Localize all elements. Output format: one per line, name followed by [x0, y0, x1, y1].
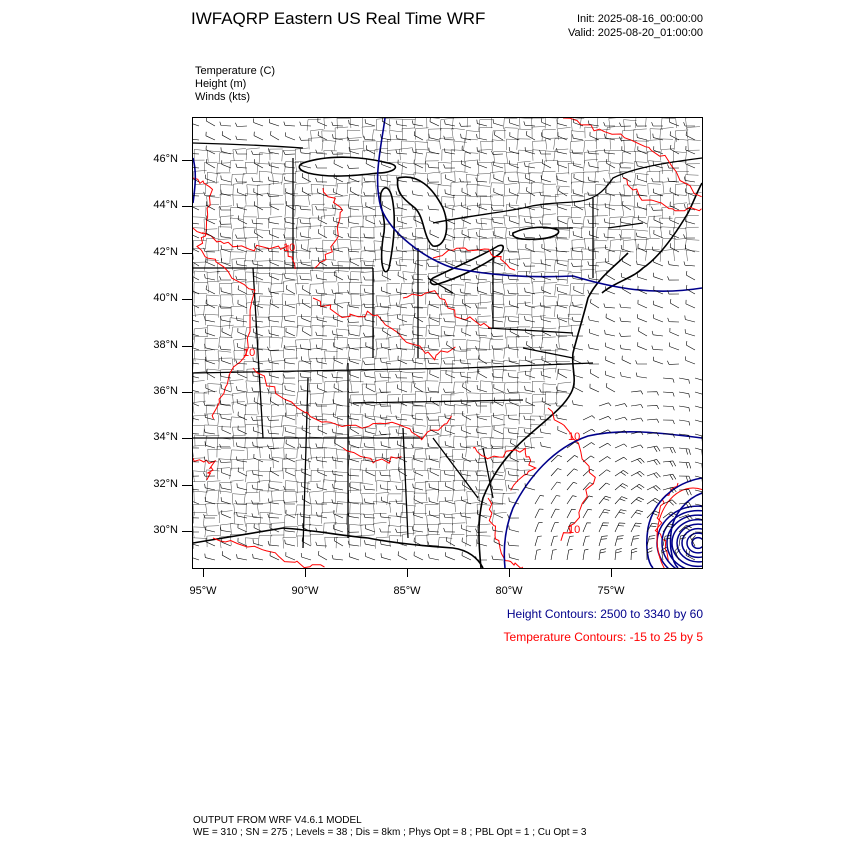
field-temperature: Temperature (C): [195, 65, 276, 77]
lat-label-34: 34°N: [153, 431, 178, 443]
lon-label-90: 90°W: [291, 585, 319, 597]
lat-tick: [182, 253, 192, 254]
contour-label: 10: [568, 431, 581, 443]
lat-tick: [182, 531, 192, 532]
contour-label: 10: [568, 524, 581, 536]
lon-label-80: 80°W: [495, 585, 523, 597]
lat-tick: [182, 346, 192, 347]
lat-label-42: 42°N: [153, 246, 178, 258]
map-title: IWFAQRP Eastern US Real Time WRF: [191, 9, 486, 28]
lat-tick: [182, 392, 192, 393]
lat-label-32: 32°N: [153, 478, 178, 490]
temperature-contour-legend: Temperature Contours: -15 to 25 by 5: [503, 630, 703, 644]
weather-map: [192, 117, 703, 569]
lon-label-95: 95°W: [189, 585, 217, 597]
lon-tick: [203, 569, 204, 577]
lat-tick: [182, 160, 192, 161]
lat-label-44: 44°N: [153, 199, 178, 211]
model-config: WE = 310 ; SN = 275 ; Levels = 38 ; Dis = 8km ; Phys Opt = 8 ; PBL Opt = 1 ; Cu Opt = 3: [193, 827, 587, 838]
lake-superior: [299, 157, 395, 176]
lon-tick: [611, 569, 612, 577]
lat-label-36: 36°N: [153, 385, 178, 397]
lat-label-40: 40°N: [153, 292, 178, 304]
init-time: Init: 2025-08-16_00:00:00: [577, 13, 703, 25]
height-contours: [193, 118, 702, 568]
lon-label-75: 75°W: [597, 585, 625, 597]
lat-label-30: 30°N: [153, 524, 178, 536]
lake-michigan: [380, 188, 394, 272]
lat-tick: [182, 485, 192, 486]
lon-tick: [305, 569, 306, 577]
field-winds: Winds (kts): [195, 91, 250, 103]
contour-label: 10: [243, 347, 256, 359]
temperature-contours: [193, 118, 702, 568]
lon-tick: [509, 569, 510, 577]
lat-label-38: 38°N: [153, 339, 178, 351]
lon-tick: [407, 569, 408, 577]
atlantic-coast: [479, 253, 628, 568]
lon-label-85: 85°W: [393, 585, 421, 597]
lat-tick: [182, 299, 192, 300]
height-contour-legend: Height Contours: 2500 to 3340 by 60: [506, 607, 703, 621]
cyclone-height-rings: [657, 488, 702, 568]
canada-border: [193, 143, 702, 223]
lat-tick: [182, 438, 192, 439]
lake-huron: [397, 177, 446, 246]
model-info: OUTPUT FROM WRF V4.6.1 MODEL: [193, 815, 362, 826]
lat-label-46: 46°N: [153, 153, 178, 165]
field-height: Height (m): [195, 78, 247, 90]
lat-tick: [182, 206, 192, 207]
contour-label: 10: [283, 242, 296, 254]
valid-time: Valid: 2025-08-20_01:00:00: [568, 27, 703, 39]
gulf-coast: [193, 528, 483, 568]
